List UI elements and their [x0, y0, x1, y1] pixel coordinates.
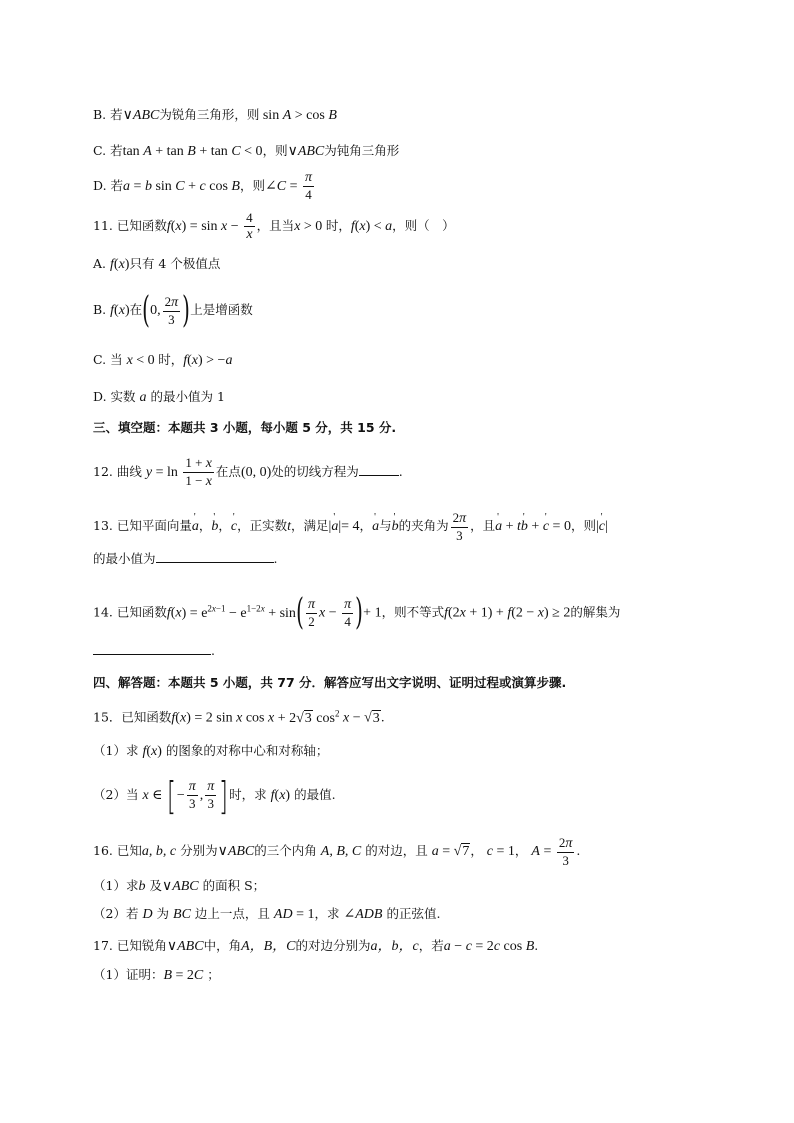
- question-17: 17. 已知锐角∨ABC中，角A，B，C的对边分别为a，b，c，若a − c = 2c cos B.: [93, 938, 539, 954]
- q11-option-c: C. 当 x < 0 时，f(x) > −a: [93, 352, 233, 368]
- q16-part-1: （1）求b 及∨ABC 的面积 S；: [93, 878, 266, 894]
- section-4-heading: 四、解答题：本题共 5 小题，共 77 分．解答应写出文字说明、证明过程或演算步骤.: [93, 675, 567, 690]
- question-13: 13. 已知平面向量' a，' b，' c，正实数t，满足|' a|= 4，' a与' b的夹角为 $\frac{2\pi}{3}$ ，且' a + t' b + ' c = 0，则|' c|: [93, 506, 608, 547]
- section-3-heading: 三、填空题：本题共 3 小题，每小题 5 分，共 15 分.: [93, 420, 397, 435]
- q11-option-a: A. f(x)只有 4 个极值点: [93, 256, 221, 272]
- question-11: 11. 已知函数f(x) = sin x − $\frac{4}{x}$ ，且当x > 0 时，f(x) < a，则（ ）: [93, 210, 455, 242]
- choice-c: C. 若tan A + tan B + tan C < 0，则∨ABC为钝角三角形: [93, 143, 400, 159]
- q17-part-1: （1）证明：B = 2C ；: [93, 967, 220, 983]
- question-16: 16. 已知a, b, c 分别为∨ABC的三个内角 A, B, C 的对边，且 a = √7， c = 1， A = $\frac{2\pi}{3}$ .: [93, 834, 581, 868]
- question-14: 14. 已知函数$f(x) = e^{2x-1} - e^{1-2x} + \sin$( $\frac{\pi}{2}$ x − $\frac{\pi}{4}$ )+ 1，则不等式f(2x + 1) + f(2 − x) ≥ 2的解集为: [93, 592, 621, 634]
- q16-part-2: （2）若 D 为 BC 边上一点，且 AD = 1，求 ∠ADB 的正弦值.: [93, 906, 441, 922]
- question-15: 15．已知函数f(x) = 2 sin x cos x + 2√3 $\cos^2 x - √3$.: [93, 708, 385, 726]
- q15-part-2: （2）当 x ∈ [− $\frac{\pi}{3}$ , $\frac{\pi}{3}$ ]时，求 f(x) 的最值.: [93, 773, 336, 818]
- q11-option-b: B. f(x)在(0, $\frac{2\pi}{3}$ )上是增函数: [93, 289, 253, 331]
- question-12: 12. 曲线 y = ln $\frac{1 + x}{1 - x}$ 在点(0, 0)处的切线方程为 .: [93, 455, 403, 489]
- q15-part-1: （1）求 f(x) 的图象的对称中心和对称轴；: [93, 743, 329, 759]
- choice-b: B. 若∨ABC为锐角三角形，则 sin A > cos B: [93, 107, 337, 123]
- choice-d: D. 若a = b sin C + c cos B，则∠C = $\frac{\pi}{4}$: [93, 170, 312, 202]
- q11-option-d: D. 实数 a 的最小值为 1: [93, 389, 225, 405]
- question-14-answer-blank: .: [93, 641, 215, 661]
- question-13-line2: 的最小值为 .: [93, 551, 278, 566]
